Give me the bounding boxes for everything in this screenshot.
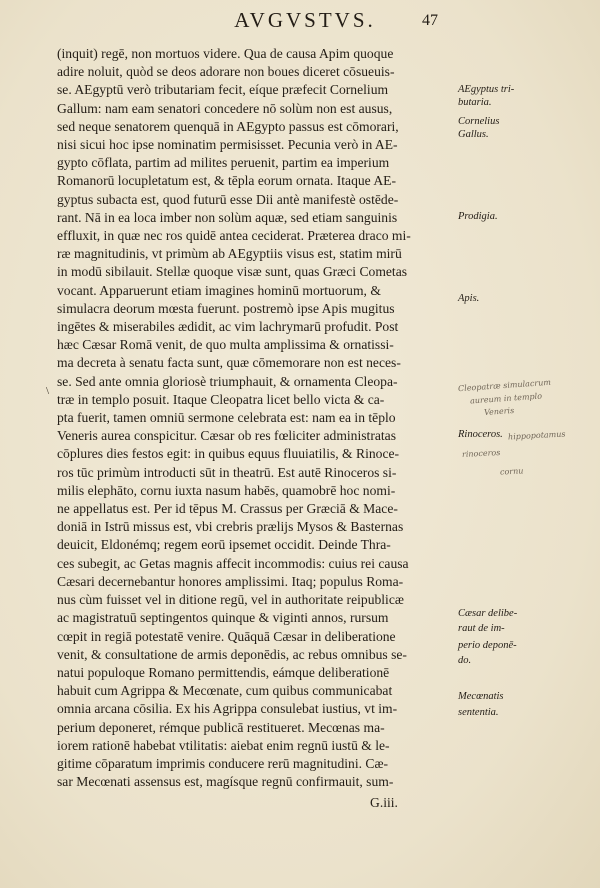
margin-note: Apis. <box>458 293 480 304</box>
page-number: 47 <box>422 12 438 29</box>
body-text <box>57 45 457 791</box>
text-line: Romanorū locupletatum est, & tēpla eorum ornata. Itaque AE- <box>57 173 396 189</box>
margin-note: Prodigia. <box>458 211 498 222</box>
margin-note: raut de im- <box>458 623 505 634</box>
text-line: effluxit, in quæ nec ros quidē antea ceciderat. Præterea draco mi- <box>57 228 411 244</box>
margin-note: Gallus. <box>458 129 489 140</box>
text-line: venit, & consultatione de armis deponēdis, ac rebus omnibus se- <box>57 646 407 662</box>
text-line: adire noluit, quòd se deos adorare non boues diceret cōsueuis- <box>57 64 395 80</box>
signature-mark: G.iii. <box>370 795 398 810</box>
margin-mark: \ <box>46 385 50 397</box>
text-line: omnia arcana cōsilia. Ex his Agrippa consulebat iustius, vt im- <box>57 701 398 717</box>
text-line: ingētes & miserabiles ædidit, ac vim lachrymarū profudit. Post <box>57 319 399 335</box>
text-line: cōplures dies festos egit: in quibus equus fluuiatilis, & Rinoce- <box>57 446 400 462</box>
text-line: perium deponeret, rémque publicā restitueret. Mecœnas ma- <box>57 719 385 735</box>
running-head: AVGVSTVS. <box>234 8 376 32</box>
handwritten-note: aureum in templo <box>469 391 543 406</box>
text-line: sar Mecœnati assensus est, magísque regnū confirmauit, sum- <box>57 774 394 790</box>
margin-note: sententia. <box>458 707 499 718</box>
handwritten-note: Cleopatræ simulacrum <box>457 377 552 394</box>
text-line: Cæsari decernebantur honores amplissimi. Itaq; populus Roma- <box>57 573 404 589</box>
text-line: cœpit in regiā potestatē venire. Quāquā Cæsar in deliberatione <box>57 628 396 644</box>
text-line: simulacra deorum mœsta fuerunt. postremò ipse Apis mugitus <box>57 300 395 316</box>
text-line: ac magistratuū septingentos quinque & viginti annos, rursum <box>57 610 389 626</box>
margin-note: Cornelius <box>458 116 500 127</box>
handwritten-note: hippopotamus <box>507 429 566 442</box>
text-line: vocant. Apparuerunt etiam imagines hominū mortuorum, & <box>57 282 381 298</box>
text-line: milis elephāto, cornu iuxta nasum habēs, quamobrē hoc nomi- <box>57 482 396 498</box>
text-line: gypto cōflata, partim ad milites peruenit, partim ea imperium <box>57 155 390 171</box>
text-line: ræ magnitudinis, vt primùm ab AEgyptiis visus est, statim mirū <box>57 246 402 262</box>
margin-note: Cæsar delibe- <box>458 608 518 619</box>
text-line: Gallum: nam eam senatori concedere nō solùm non est ausus, <box>57 100 393 116</box>
margin-note: Rinoceros. <box>458 429 503 440</box>
text-line: pta fuerit, tamen omniū sermone celebrata est: nam ea in tēplo <box>57 410 396 426</box>
text-line: doniā in Istrū missus est, vbi crebris prælijs Mysos & Basternas <box>57 519 404 535</box>
text-line: natui populoque Romano permittendis, eámque deliberationē <box>57 664 390 680</box>
handwritten-note: Veneris <box>483 405 515 418</box>
text-line: gyptus subacta est, quod futurū esse Dii antè manifestè ostēde- <box>57 191 399 207</box>
text-line: deuicit, Eldonémq; regem eorū ipsemet occidit. Deinde Thra- <box>57 537 391 553</box>
text-line: rant. Nā in ea loca imber non solùm aquæ, sed etiam sanguinis <box>57 209 398 225</box>
text-line: (inquit) regē, non mortuos videre. Qua de causa Apim quoque <box>57 46 394 61</box>
text-line: ros tūc primùm introducti sūt in theatrū. Est autē Rinoceros si- <box>57 464 397 480</box>
text-line: iorem rationē habebat vtilitatis: aiebat enim regnū iustū & le- <box>57 737 390 753</box>
handwritten-note: rinoceros <box>461 448 501 459</box>
text-line: ma decreta à senatu facta sunt, quæ cōmemorare non est neces- <box>57 355 401 371</box>
text-line: hæc Cæsar Romā venit, de quo multa amplissima & ornatissi- <box>57 337 394 353</box>
text-line: ne appellatus est. Per id tēpus M. Crassus per Græciā & Mace- <box>57 501 398 517</box>
text-line: habuit cum Agrippa & Mecœnate, cum quibus communicabat <box>57 683 393 699</box>
text-line: se. AEgyptū verò tributariam fecit, eíque præfecit Cornelium <box>57 82 389 98</box>
margin-note: perio deponē- <box>458 640 517 651</box>
margin-note: butaria. <box>458 97 492 108</box>
text-line: sed neque senatorem quenquā in AEgypto passus est cōmorari, <box>57 118 399 134</box>
text-line: Veneris aurea conspicitur. Cæsar ob res fœliciter administratas <box>57 428 396 444</box>
handwritten-note: cornu <box>499 466 524 477</box>
margin-note: AEgyptus tri- <box>458 84 515 95</box>
text-line: nisi sicui hoc ipse nominatim permisisset. Pecunia verò in AE- <box>57 137 398 153</box>
text-line: ces subegit, ac Getas magnis affecit incommodis: cuius rei causa <box>57 555 409 571</box>
text-line: in modū sibilauit. Stellæ quoque visæ sunt, quas Græci Cometas <box>57 264 408 280</box>
text-line: se. Sed ante omnia gloriosè triumphauit, & ornamenta Cleopa- <box>57 373 398 389</box>
margin-note: Mecœnatis <box>458 691 504 702</box>
text-line: nus cùm fuisset vel in ditione regū, vel in authoritate reipublicæ <box>57 592 404 608</box>
margin-note: do. <box>458 655 472 666</box>
text-line: træ in templo posuit. Itaque Cleopatra licet bello victa & ca- <box>57 391 385 407</box>
text-line: gitime cōparatum imprimis conducere rerū magnitudini. Cæ- <box>57 755 389 771</box>
